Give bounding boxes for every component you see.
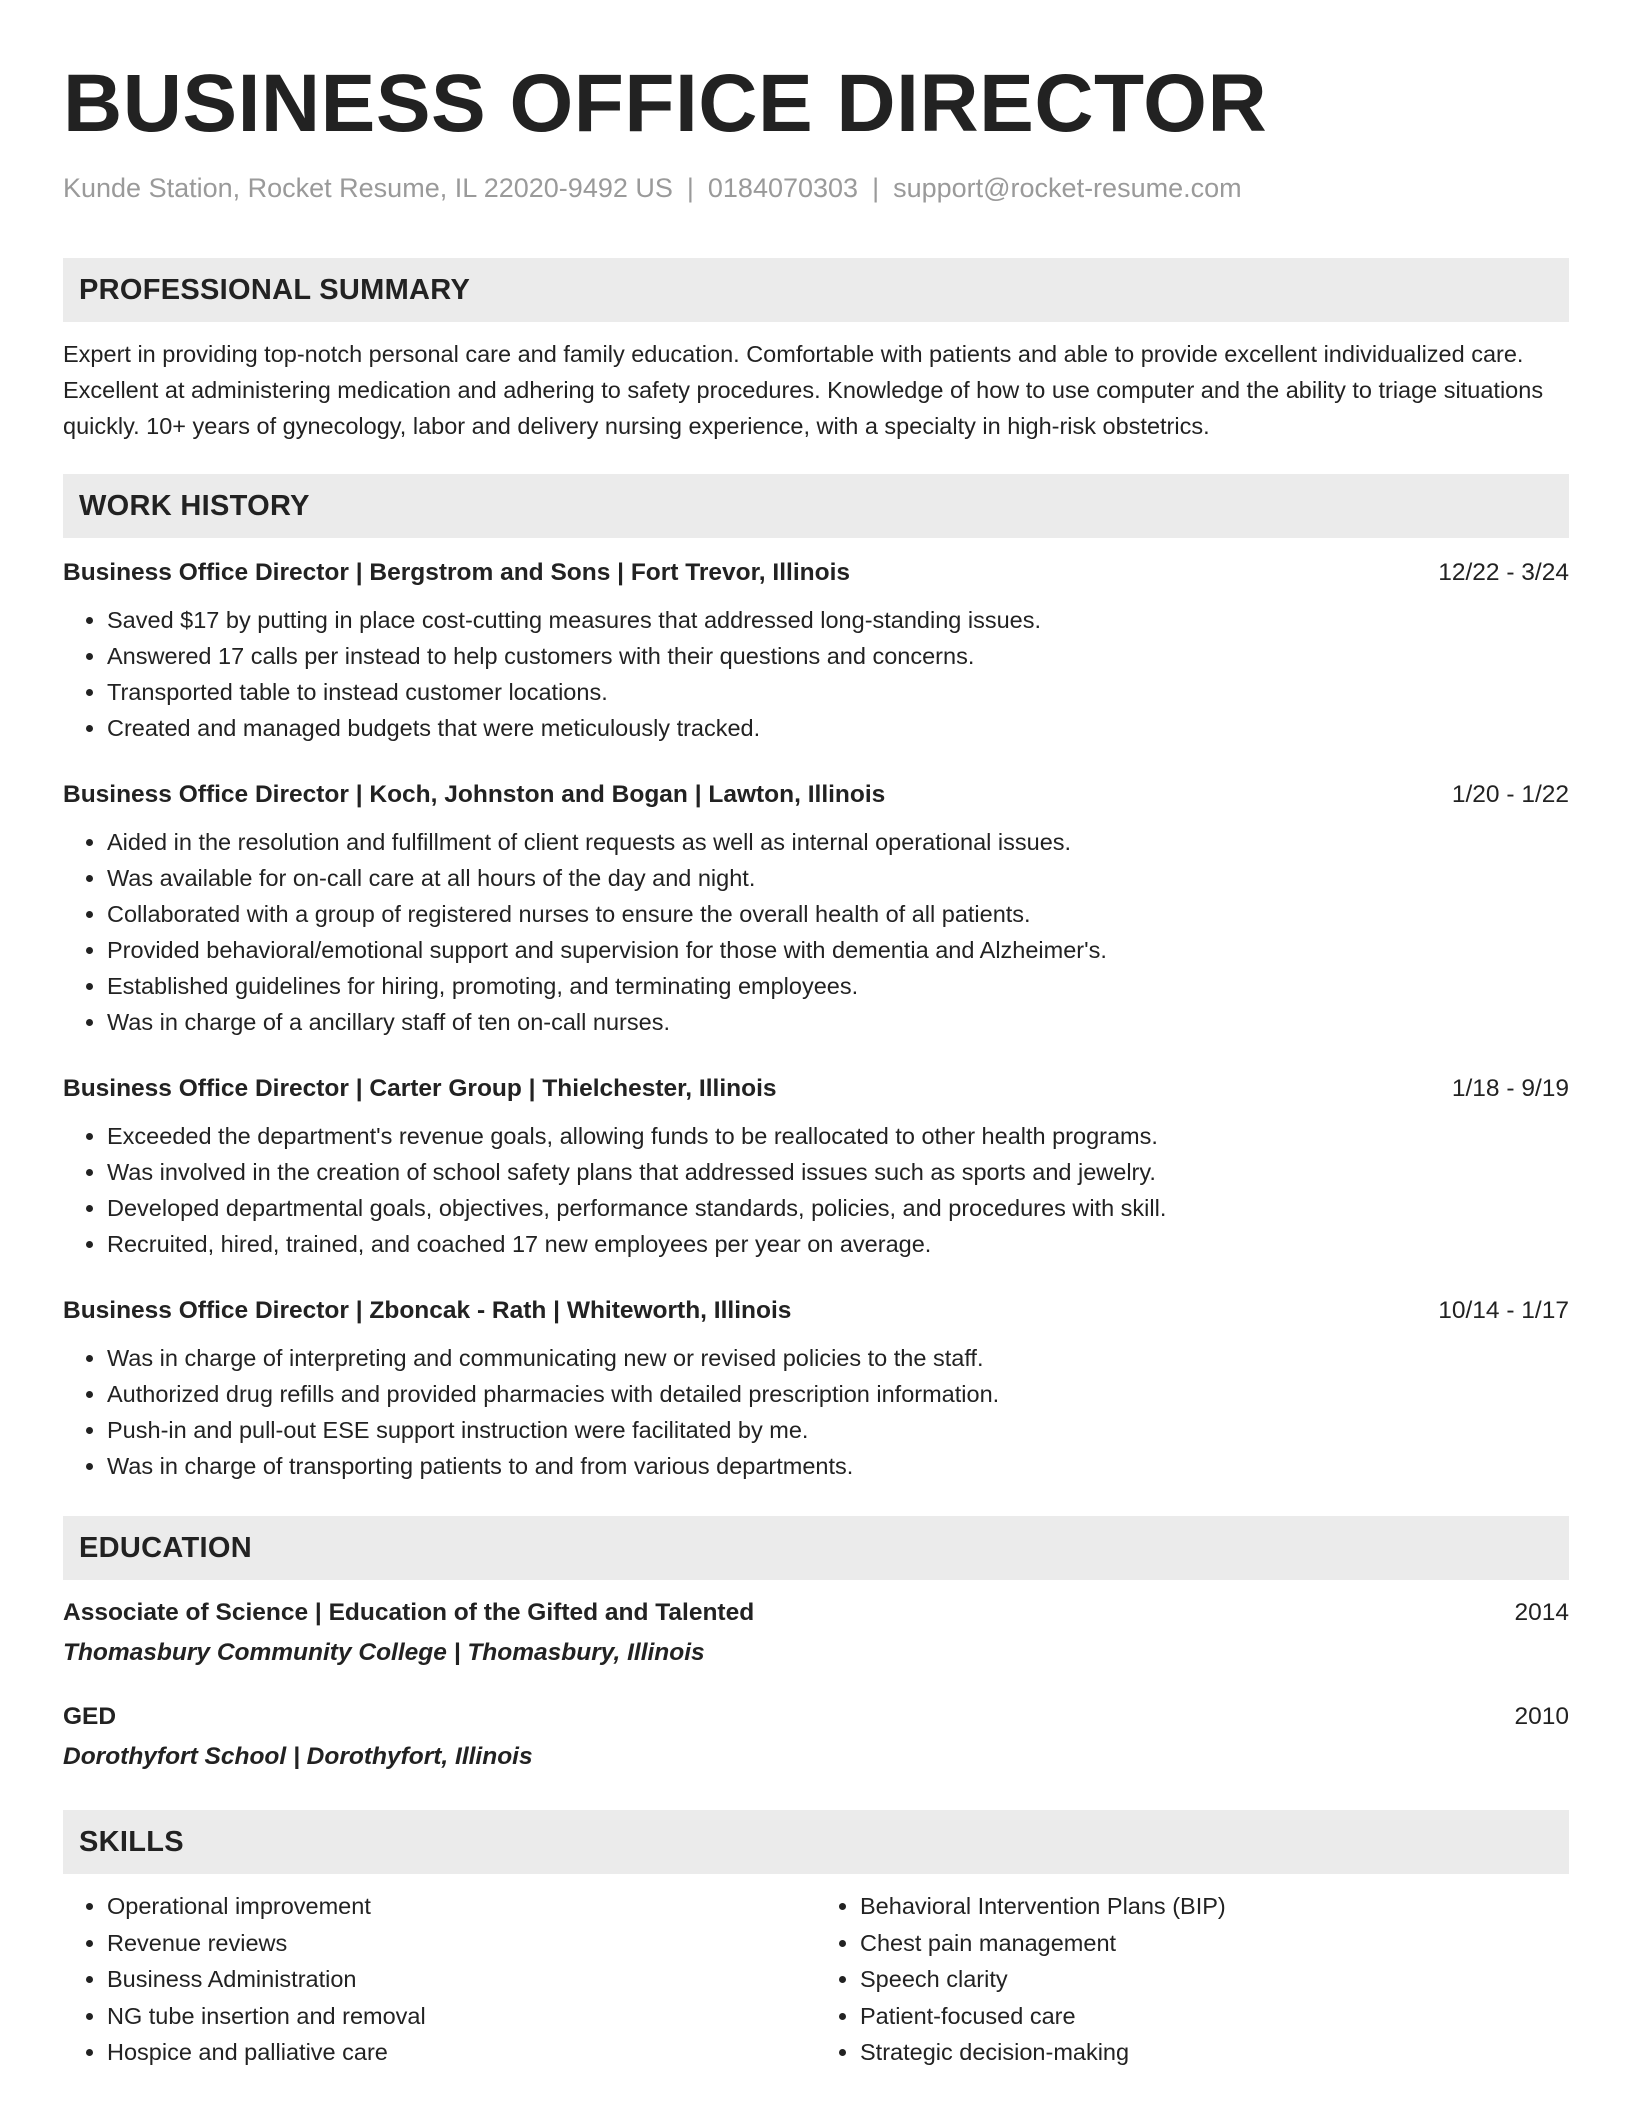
list-item: • Push-in and pull-out ESE support instruction were facilitated by me. [107, 1412, 1569, 1448]
education-header [63, 1700, 1569, 1734]
job-entry [63, 778, 1569, 1040]
list-item: • Was available for on-call care at all hours of the day and night. [107, 860, 1569, 896]
list-item: • Collaborated with a group of registered nurses to ensure the overall health of all patients. [107, 896, 1569, 932]
education-school: Thomasbury Community College | Thomasbury, Illinois [63, 1639, 705, 1666]
education-year: 2014 [1514, 1599, 1569, 1626]
list-item: • Was involved in the creation of school safety plans that addressed issues such as sports and jewelry. [107, 1154, 1569, 1190]
job-entry [63, 1072, 1569, 1262]
job-bullets [63, 824, 1569, 1040]
education-entry [63, 1700, 1569, 1774]
contact-separator: | [872, 173, 880, 203]
contact-address: Kunde Station, Rocket Resume, IL 22020-9492 US [63, 173, 673, 203]
contact-phone: 0184070303 [707, 173, 859, 203]
section-header-skills: SKILLS [63, 1810, 1569, 1874]
list-item: • Exceeded the department's revenue goals, allowing funds to be reallocated to other health programs. [107, 1118, 1569, 1154]
job-header [63, 1294, 1569, 1328]
job-bullets [63, 1340, 1569, 1484]
list-item: • Strategic decision-making [860, 2034, 1569, 2071]
job-dates: 1/20 - 1/22 [1451, 781, 1569, 808]
job-header [63, 556, 1569, 590]
list-item: • NG tube insertion and removal [107, 1998, 816, 2035]
section-header-education: EDUCATION [63, 1516, 1569, 1580]
education-school: Dorothyfort School | Dorothyfort, Illinois [63, 1743, 533, 1770]
job-bullets [63, 602, 1569, 746]
list-item: • Developed departmental goals, objectives, performance standards, policies, and procedures with skill. [107, 1190, 1569, 1226]
job-dates: 10/14 - 1/17 [1438, 1297, 1569, 1324]
list-item: • Was in charge of transporting patients to and from various departments. [107, 1448, 1569, 1484]
contact-separator: | [686, 173, 694, 203]
list-item: • Provided behavioral/emotional support and supervision for those with dementia and Alzheimer's. [107, 932, 1569, 968]
job-title: Business Office Director | Bergstrom and Sons | Fort Trevor, Illinois [63, 559, 851, 586]
job-entry [63, 1294, 1569, 1484]
list-item: • Aided in the resolution and fulfillment of client requests as well as internal operational issues. [107, 824, 1569, 860]
list-item: • Saved $17 by putting in place cost-cutting measures that addressed long-standing issues. [107, 602, 1569, 638]
job-header [63, 1072, 1569, 1106]
job-header [63, 778, 1569, 812]
education-header [63, 1596, 1569, 1630]
list-item: • Business Administration [107, 1961, 816, 1998]
job-dates: 12/22 - 3/24 [1438, 559, 1569, 586]
education-degree: GED [63, 1703, 117, 1730]
list-item: • Hospice and palliative care [107, 2034, 816, 2071]
list-item: • Established guidelines for hiring, promoting, and terminating employees. [107, 968, 1569, 1004]
list-item: • Answered 17 calls per instead to help customers with their questions and concerns. [107, 638, 1569, 674]
job-bullets [63, 1118, 1569, 1262]
education-year: 2010 [1514, 1703, 1569, 1730]
job-title: Business Office Director | Zboncak - Rath | Whiteworth, Illinois [63, 1297, 792, 1324]
section-header-summary: PROFESSIONAL SUMMARY [63, 258, 1569, 322]
list-item: • Transported table to instead customer locations. [107, 674, 1569, 710]
list-item: • Patient-focused care [860, 1998, 1569, 2035]
list-item: • Operational improvement [107, 1888, 816, 1925]
skills-column-left [63, 1888, 816, 2071]
list-item: • Recruited, hired, trained, and coached 17 new employees per year on average. [107, 1226, 1569, 1262]
job-dates: 1/18 - 9/19 [1451, 1075, 1569, 1102]
job-title: Business Office Director | Carter Group | Thielchester, Illinois [63, 1075, 777, 1102]
contact-line [63, 170, 1569, 206]
list-item: • Behavioral Intervention Plans (BIP) [860, 1888, 1569, 1925]
education-degree: Associate of Science | Education of the Gifted and Talented [63, 1599, 755, 1626]
list-item: • Was in charge of a ancillary staff of ten on-call nurses. [107, 1004, 1569, 1040]
job-title: Business Office Director | Koch, Johnston and Bogan | Lawton, Illinois [63, 781, 886, 808]
list-item: • Was in charge of interpreting and communicating new or revised policies to the staff. [107, 1340, 1569, 1376]
resume-title: BUSINESS OFFICE DIRECTOR [63, 58, 1268, 149]
list-item: • Created and managed budgets that were meticulously tracked. [107, 710, 1569, 746]
list-item: • Speech clarity [860, 1961, 1569, 1998]
job-entry [63, 556, 1569, 746]
summary-text: Expert in providing top-notch personal care and family education. Comfortable with patients and able to provide excellent individualized care. Excellent at administering medication and adhering to safety procedures. Knowledge of how to use computer and the ability to triage situations quickly. 10+ years of gynecology, labor and delivery nursing experience, with a specialty in high-risk obstetrics. [63, 341, 1544, 439]
list-item: • Revenue reviews [107, 1925, 816, 1962]
skills-column-right [816, 1888, 1569, 2071]
skills-list [63, 1888, 1569, 2071]
list-item: • Chest pain management [860, 1925, 1569, 1962]
list-item: • Authorized drug refills and provided pharmacies with detailed prescription information. [107, 1376, 1569, 1412]
section-header-work-history: WORK HISTORY [63, 474, 1569, 538]
education-entry [63, 1596, 1569, 1670]
contact-email: support@rocket-resume.com [893, 173, 1242, 203]
